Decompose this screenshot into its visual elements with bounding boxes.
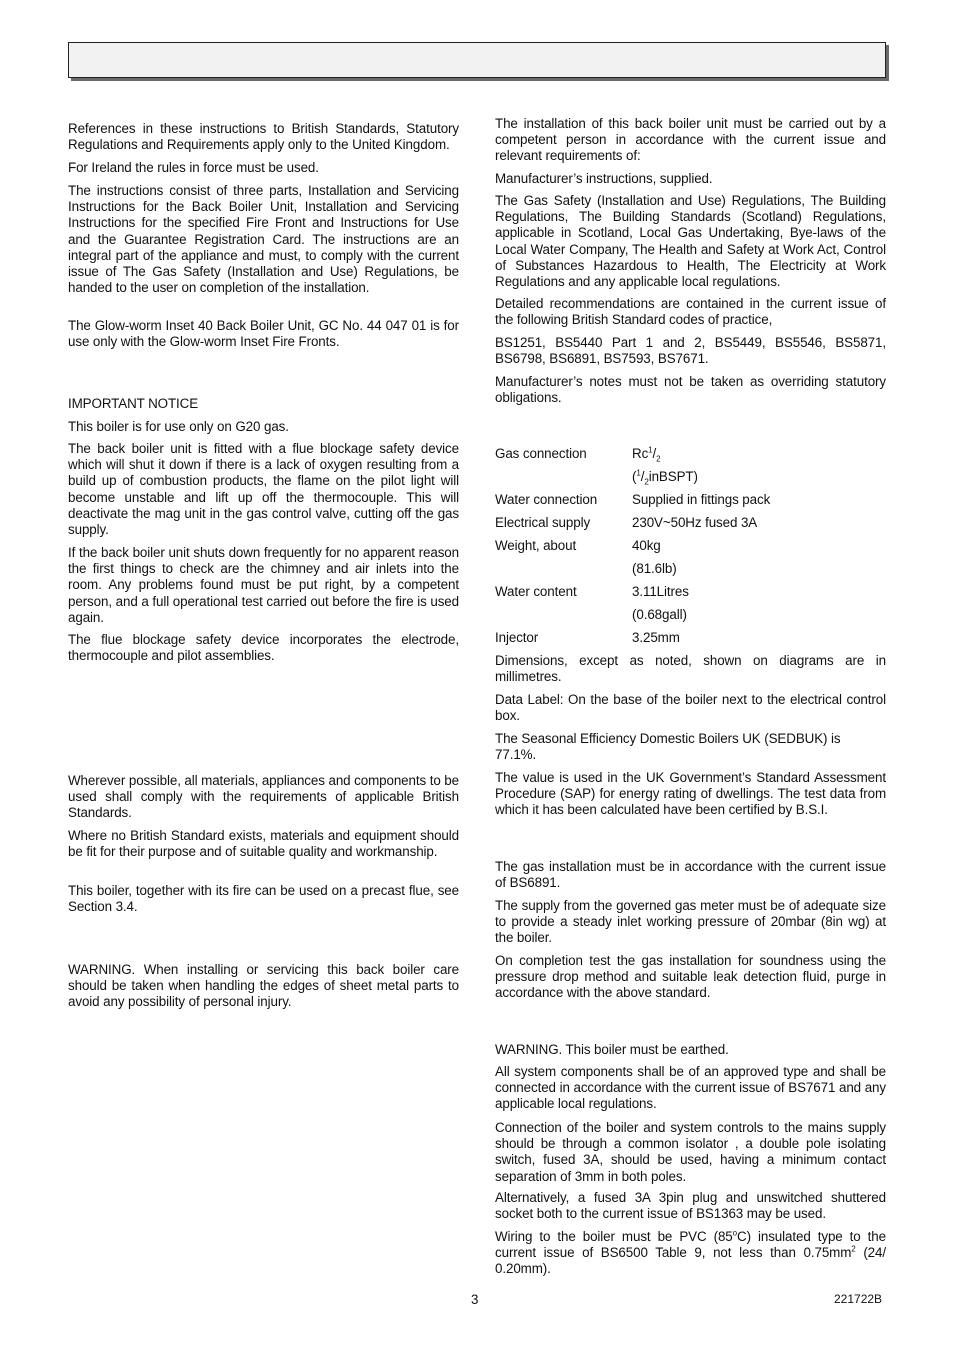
warning-paragraph: WARNING. When installing or servicing this back boiler care should be taken when handling the edges of sheet metal parts to avoid any possibility of personal injury. (68, 962, 459, 1010)
spec-row-injector (495, 630, 886, 650)
paragraph: The gas installation must be in accordance with the current issue of BS6891. (495, 859, 886, 891)
paragraph: The flue blockage safety device incorporates the electrode, thermocouple and pilot assemblies. (68, 632, 459, 664)
paragraph: For Ireland the rules in force must be used. (68, 160, 319, 175)
paragraph: The Seasonal Efficiency Domestic Boilers UK (SEDBUK) is 77.1%. (495, 731, 841, 763)
spec-label: Weight, about (495, 538, 577, 553)
paragraph: The value is used in the UK Government’s Standard Assessment Procedure (SAP) for energy rating of dwellings. The test data from which it has been calculated have been certified by B.S.I. (495, 770, 886, 818)
paragraph: Data Label: On the base of the boiler next to the electrical control box. (495, 692, 886, 724)
spec-row-electrical (495, 515, 886, 535)
spec-label: Water connection (495, 492, 598, 507)
spec-row-water-content (495, 584, 886, 604)
paragraph: Manufacturer’s instructions, supplied. (495, 171, 713, 186)
spec-row-weight (495, 538, 886, 558)
paragraph: Dimensions, except as noted, shown on diagrams are in millimetres. (495, 653, 886, 685)
spec-value: 3.25mm (632, 630, 680, 645)
spec-row-gas-alt (495, 469, 886, 489)
spec-value: 230V~50Hz fused 3A (632, 515, 758, 530)
paragraph: This boiler, together with its fire can be used on a precast flue, see Section 3.4. (68, 883, 459, 915)
page-number: 3 (471, 1292, 479, 1307)
paragraph: On completion test the gas installation for soundness using the pressure drop method and suitable leak detection fluid, purge in accordance with the above standard. (495, 953, 886, 1001)
spec-value: 3.11Litres (632, 584, 689, 599)
spec-value: (81.6lb) (632, 561, 677, 576)
paragraph: The instructions consist of three parts, Installation and Servicing Instructions for the Back Boiler Unit, Installation and Servicing Instructions for the specified Fire Front and Instructions for Use and the Guarantee Registration Card. The instructions are an integral part of the appliance and must, to comply with the current issue of The Gas Safety (Installation and Use) Regulations, be handed to the user on completion of the installation. (68, 183, 459, 296)
document-code: 221722B (834, 1292, 883, 1306)
spec-value: Supplied in fittings pack (632, 492, 771, 507)
warning-paragraph: WARNING. This boiler must be earthed. (495, 1042, 729, 1057)
spec-row-weight-alt (495, 561, 886, 581)
paragraph: The installation of this back boiler unit must be carried out by a competent person in accordance with the current issue and relevant requirements of: (495, 116, 886, 164)
paragraph: References in these instructions to British Standards, Statutory Regulations and Requirements apply only to the United Kingdom. (68, 121, 459, 153)
spec-value: $(^1/_2inBSPT)$ (632, 468, 698, 487)
notice-heading: IMPORTANT NOTICE (68, 396, 199, 411)
paragraph: Where no British Standard exists, materials and equipment should be fit for their purpose and of suitable quality and workmanship. (68, 828, 459, 860)
spec-label: Water content (495, 584, 577, 599)
paragraph: Manufacturer’s notes must not be taken as overriding statutory obligations. (495, 374, 886, 406)
paragraph: All system components shall be of an approved type and shall be connected in accordance with the current issue of BS7671 and any applicable local regulations. (495, 1064, 886, 1112)
paragraph: The supply from the governed gas meter must be of adequate size to provide a steady inlet working pressure of 20mbar (8in wg) at the boiler. (495, 898, 886, 946)
paragraph-wiring: Wiring to the boiler must be PVC (85$^o$C) insulated type to the current issue of BS6500 Table 9, not less than $0.75mm^2$ (24/ 0.20mm). (495, 1228, 886, 1277)
spec-value: (0.68gall) (632, 607, 687, 622)
paragraph: If the back boiler unit shuts down frequently for no apparent reason the first things to check are the chimney and air inlets into the room. Any problems found must be put right, by a competent person, and a full operational test carried out before the fire is used again. (68, 545, 459, 625)
paragraph: BS1251, BS5440 Part 1 and 2, BS5449, BS5546, BS5871, BS6798, BS6891, BS7593, BS7671. (495, 335, 886, 367)
spec-row-gas (495, 446, 886, 466)
spec-label: Electrical supply (495, 515, 591, 530)
spec-label: Injector (495, 630, 539, 645)
paragraph: Alternatively, a fused 3A 3pin plug and unswitched shuttered socket both to the current issue of BS1363 may be used. (495, 1190, 886, 1222)
paragraph: The Glow-worm Inset 40 Back Boiler Unit, GC No. 44 047 01 is for use only with the Glow-worm Inset Fire Fronts. (68, 318, 459, 350)
paragraph: The Gas Safety (Installation and Use) Regulations, The Building Regulations, The Building Standards (Scotland) Regulations, applicable in Scotland, Local Gas Undertaking, Bye-laws of the Local Water Company, The Health and Safety at Work Act, Control of Substances Hazardous to Health, The Electricity at Work Regulations and any applicable local regulations. (495, 193, 886, 290)
spec-value: 40kg (632, 538, 661, 553)
paragraph: Detailed recommendations are contained in the current issue of the following British Standard codes of practice, (495, 296, 886, 328)
spec-label: Gas connection (495, 446, 587, 461)
spec-value: $Rc^1/_2$ (632, 445, 661, 464)
paragraph: The back boiler unit is fitted with a flue blockage safety device which will shut it down if there is a lack of oxygen resulting from a build up of combustion products, the flame on the pilot light will become unstable and lift up off the thermocouple. This will deactivate the mag unit in the gas control valve, cutting off the gas supply. (68, 441, 459, 538)
paragraph: This boiler is for use only on G20 gas. (68, 419, 289, 434)
paragraph: Wherever possible, all materials, appliances and components to be used shall comply with the requirements of applicable British Standards. (68, 773, 459, 821)
section-header-bar (68, 42, 886, 78)
paragraph: Connection of the boiler and system controls to the mains supply should be through a common isolator , a double pole isolating switch, fused 3A, should be used, having a minimum contact separation of 3mm in both poles. (495, 1120, 886, 1184)
spec-row-water-content-alt (495, 607, 886, 627)
spec-row-water-connection (495, 492, 886, 512)
